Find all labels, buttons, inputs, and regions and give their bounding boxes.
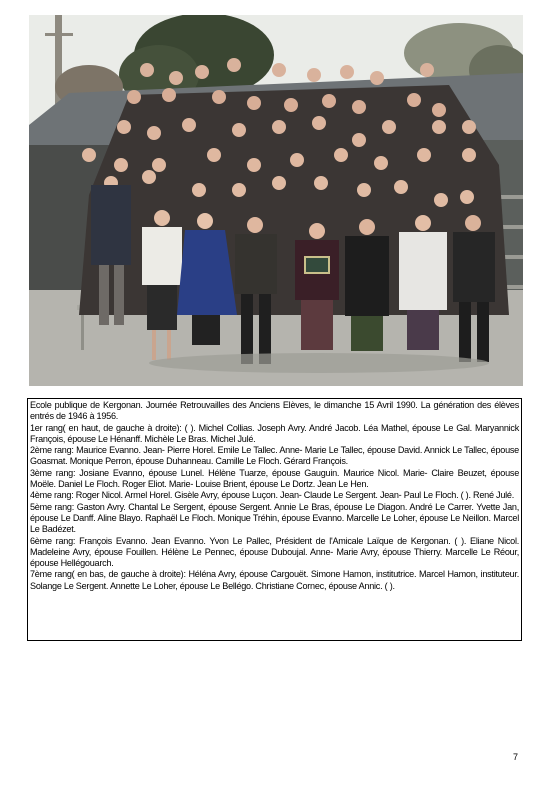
caption-row-5: 5ème rang: Gaston Avry. Chantal Le Sergent, épouse Sergent. Annie Le Bras, épouse Le Diagon. André Le Carrer. Yvette Jan, épouse Le Danff. Aline Blayo. Raphaël Le Floch. Monique Tréhin, épouse Evanno. Marcelle Le Loher, épouse Le Neillon. Marcel Le Badézet.	[30, 501, 519, 535]
caption-intro: Ecole publique de Kergonan. Journée Retrouvailles des Anciens Elèves, le dimanche 15 Avril 1990. La génération des élèves entrés de 1946 à 1956.	[30, 400, 519, 422]
caption-row-4: 4ème rang: Roger Nicol. Armel Horel. Gisèle Avry, épouse Luçon. Jean- Claude Le Sergent. Jean- Paul Le Floch. ( ). René Julé.	[30, 490, 514, 501]
caption-row-7: 7ème rang( en bas, de gauche à droite): Héléna Avry, épouse Cargouët. Simone Hamon, institutrice. Marcel Hamon, instituteur. Solange Le Sergent. Annette Le Loher, épouse Le Bellégo. Christiane Cornec, épouse Annic. ( ).	[30, 569, 519, 591]
page-number: 7	[513, 752, 519, 762]
caption-row-1: 1er rang( en haut, de gauche à droite): ( ). Michel Collias. Joseph Avry. André Jacob. Léa Mathel, épouse Le Gal. Maryannick François, épouse Le Hénanff. Michèle Le Bras. Michel Julé.	[30, 422, 519, 444]
caption-row-2: 2ème rang: Maurice Evanno. Jean- Pierre Horel. Emile Le Tallec. Anne- Marie Le Tallec, épouse David. Annick Le Tallec, épouse Goasmat. Monique Perron, épouse Duhanneau. Camille Le Floch. Gérard François.	[30, 445, 519, 467]
group-photo	[29, 15, 523, 386]
photo-caption	[27, 398, 522, 641]
caption-row-3: 3ème rang: Josiane Evanno, épouse Lunel. Hélène Tuarze, épouse Gauguin. Maurice Nicol. Marie- Claire Beuzet, épouse Moële. Daniel Le Floch. Roger Eliot. Marie- Louise Brient, épouse Le Dortz. Jean Le Hen.	[30, 467, 519, 490]
caption-row-6: 6ème rang: François Evanno. Jean Evanno. Yvon Le Pallec, Président de l'Amicale Laïque de Kergonan. ( ). Eliane Nicol. Madeleine Avry, épouse Fouillen. Hélène Le Pennec, épouse Duboujal. Anne- Marie Avry, épouse Thierry. Marcelle Le Réour, épouse Hellégouarch.	[30, 535, 519, 569]
